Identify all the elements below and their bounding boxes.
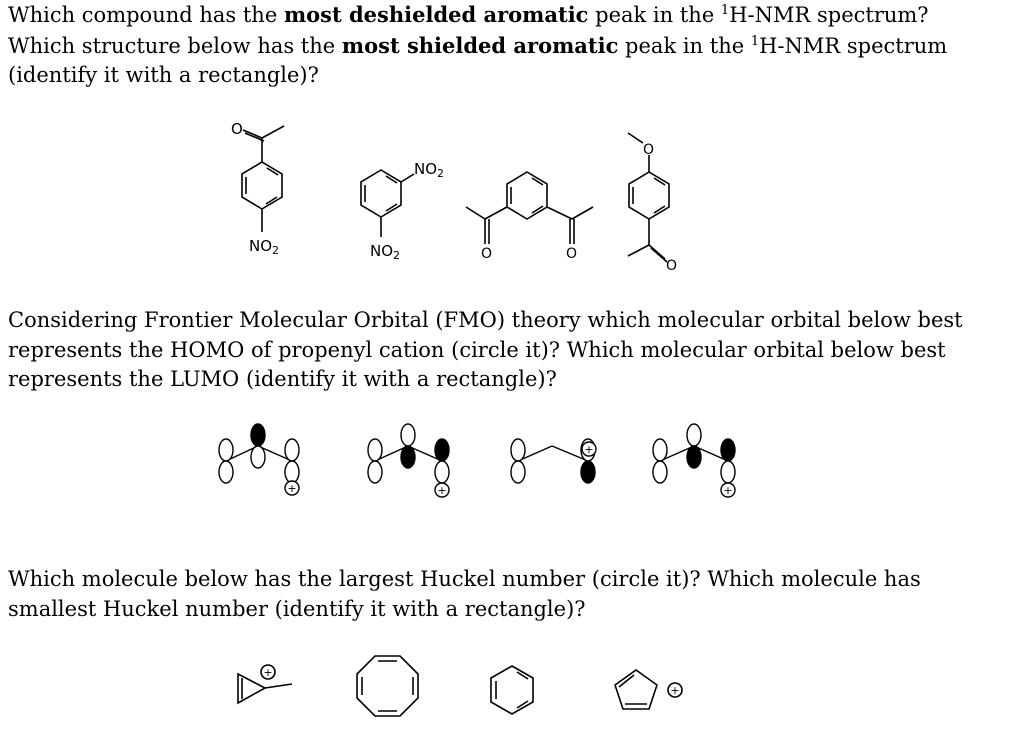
atom-label-nitro: $NO_2$ [414, 160, 445, 180]
question-1-line-1: Which compound has the most deshielded aromatic peak in the $^1$H-NMR spectrum? [8, 2, 929, 27]
question-2-line-3: represents the LUMO (identify it with a rectangle)? [8, 367, 557, 391]
atom-label-nitro: $NO_2$ [370, 242, 401, 262]
question-2-line-1: Considering Frontier Molecular Orbital (FMO) theory which molecular orbital below best [8, 308, 963, 332]
molecule-cyclooctatetraene [357, 656, 418, 716]
atom-label-nitro: $NO_2$ [249, 237, 280, 257]
atom-label-o: O [666, 258, 678, 274]
question-3-line-1: Which molecule below has the largest Huckel number (circle it)? Which molecule has [8, 567, 921, 591]
orbital-set-3 [511, 439, 596, 483]
huckel-molecules-figure [0, 650, 1024, 730]
question-1-line-2: Which structure below has the most shielded aromatic peak in the $^1$H-NMR spectrum [8, 32, 948, 58]
question-1-line-3: (identify it with a rectangle)? [8, 63, 319, 87]
molecule-benzene [491, 666, 533, 714]
phase-plus-label: + [584, 443, 594, 456]
molecule-dinitrobenzene [361, 170, 414, 237]
question-2-line-2: represents the HOMO of propenyl cation (circle it)? Which molecular orbital below best [8, 337, 946, 362]
nmr-structures-figure [0, 110, 1024, 280]
question-3 [8, 565, 921, 624]
charge-plus-label: + [263, 666, 273, 679]
question-3-line-2: smallest Huckel number (identify it with a rectangle)? [8, 596, 586, 621]
atom-label-o: O [481, 246, 493, 262]
phase-plus-label: + [723, 484, 733, 497]
atom-label-o: O [566, 246, 578, 262]
molecule-nitroacetophenone [242, 126, 284, 232]
atom-label-o: O [643, 142, 655, 158]
question-1 [8, 0, 947, 91]
molecular-orbitals-figure [0, 420, 1024, 520]
phase-plus-label: + [287, 482, 297, 495]
charge-plus-label: + [670, 684, 680, 697]
atom-label-o: O [231, 120, 243, 138]
molecule-diacetylbenzene [466, 172, 593, 244]
phase-plus-label: + [437, 484, 447, 497]
question-2 [8, 306, 963, 395]
